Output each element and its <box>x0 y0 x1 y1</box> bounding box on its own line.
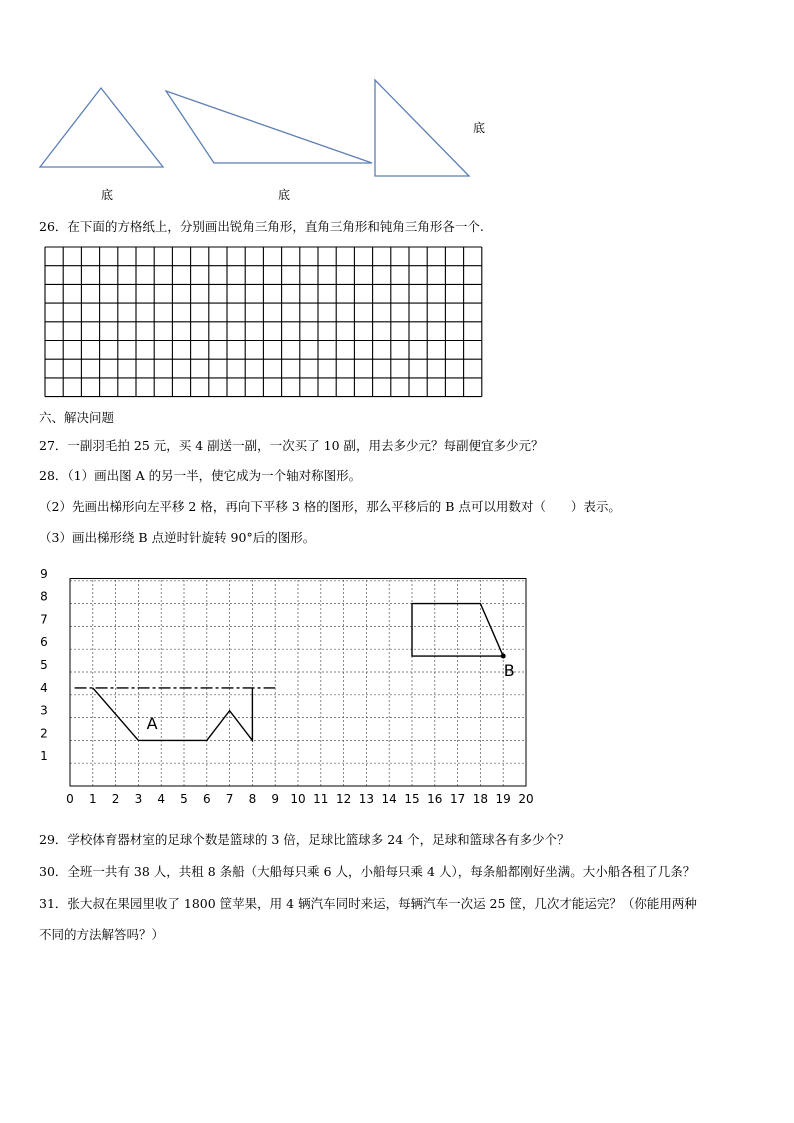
shape-a-label: A <box>146 714 158 733</box>
question-29: 29．学校体育器材室的足球个数是篮球的 3 倍，足球比篮球多 24 个，足球和篮球各有多少个？ <box>39 832 570 847</box>
x-axis-tick-label: 12 <box>335 792 352 806</box>
x-axis-tick-label: 6 <box>202 792 211 806</box>
x-axis-tick-label: 11 <box>313 792 329 806</box>
x-axis-tick-label: 17 <box>449 792 466 806</box>
triangles-figure <box>0 70 520 185</box>
y-axis-tick-label: 2 <box>40 726 48 741</box>
square-grid-paper <box>44 246 488 404</box>
x-axis-tick-label: 0 <box>66 792 74 806</box>
x-axis-tick-label: 18 <box>472 792 489 806</box>
question-31-line-1: 31．张大叔在果园里收了 1800 筐苹果，用 4 辆汽车同时来运，每辆汽车一次运 25 筐，几次才能运完？（你能用两种 <box>39 896 697 911</box>
x-axis-tick-label: 3 <box>134 792 143 806</box>
point-b-label: B <box>503 661 515 681</box>
y-axis-tick-label: 3 <box>40 703 48 718</box>
x-axis-tick-label: 8 <box>248 792 257 806</box>
question-27: 27．一副羽毛拍 25 元，买 4 副送一副，一次买了 10 副，用去多少元？每副便宜多少元？ <box>39 438 544 453</box>
x-axis-tick-label: 9 <box>271 792 280 806</box>
base-label-1: 底 <box>101 188 114 202</box>
y-axis-tick-label: 7 <box>40 612 48 627</box>
x-axis-tick-label: 19 <box>495 792 511 806</box>
x-axis-tick-label: 14 <box>381 792 397 806</box>
y-axis-tick-label: 6 <box>40 635 48 650</box>
y-axis-tick-label: 8 <box>40 589 48 604</box>
x-axis-tick-label: 10 <box>290 792 306 806</box>
x-axis-tick-label: 15 <box>404 792 420 806</box>
question-26: 26．在下面的方格纸上，分别画出锐角三角形，直角三角形和钝角三角形各一个. <box>39 219 484 234</box>
x-axis-tick-label: 1 <box>88 792 97 806</box>
y-axis-tick-label: 1 <box>40 749 48 764</box>
right-triangle <box>375 80 469 176</box>
x-axis-tick-label: 7 <box>225 792 234 806</box>
y-axis-tick-label: 4 <box>40 680 48 695</box>
coordinate-grid <box>30 565 550 815</box>
question-28-part-3: （3）画出梯形绕 B 点逆时针旋转 90°后的图形。 <box>39 530 316 545</box>
base-label-3: 底 <box>473 121 486 135</box>
obtuse-triangle <box>166 91 372 163</box>
x-axis-tick-label: 2 <box>111 792 120 806</box>
x-axis-tick-label: 16 <box>427 792 443 806</box>
point-b-marker <box>501 654 506 659</box>
question-31-line-2: 不同的方法解答吗？） <box>39 927 165 942</box>
question-30: 30．全班一共有 38 人，共租 8 条船（大船每只乘 6 人，小船每只乘 4 人），每条船都刚好坐满。大小船各租了几条？ <box>39 864 696 879</box>
x-axis-tick-label: 5 <box>180 792 188 806</box>
x-axis-tick-label: 4 <box>157 792 166 806</box>
section-6-title: 六、解决问题 <box>39 410 115 425</box>
y-axis-tick-label: 9 <box>40 566 48 581</box>
x-axis-tick-label: 20 <box>518 792 534 806</box>
acute-triangle <box>40 88 163 167</box>
question-28-part-2: （2）先画出梯形向左平移 2 格，再向下平移 3 格的图形，那么平移后的 B 点可以用数对（ ）表示。 <box>39 499 621 514</box>
question-28-part-1: 28．（1）画出图 A 的另一半，使它成为一个轴对称图形。 <box>39 468 362 483</box>
y-axis-tick-label: 5 <box>40 658 48 672</box>
x-axis-tick-label: 13 <box>358 792 375 806</box>
shape-a-half <box>93 688 253 740</box>
base-label-2: 底 <box>278 188 291 202</box>
